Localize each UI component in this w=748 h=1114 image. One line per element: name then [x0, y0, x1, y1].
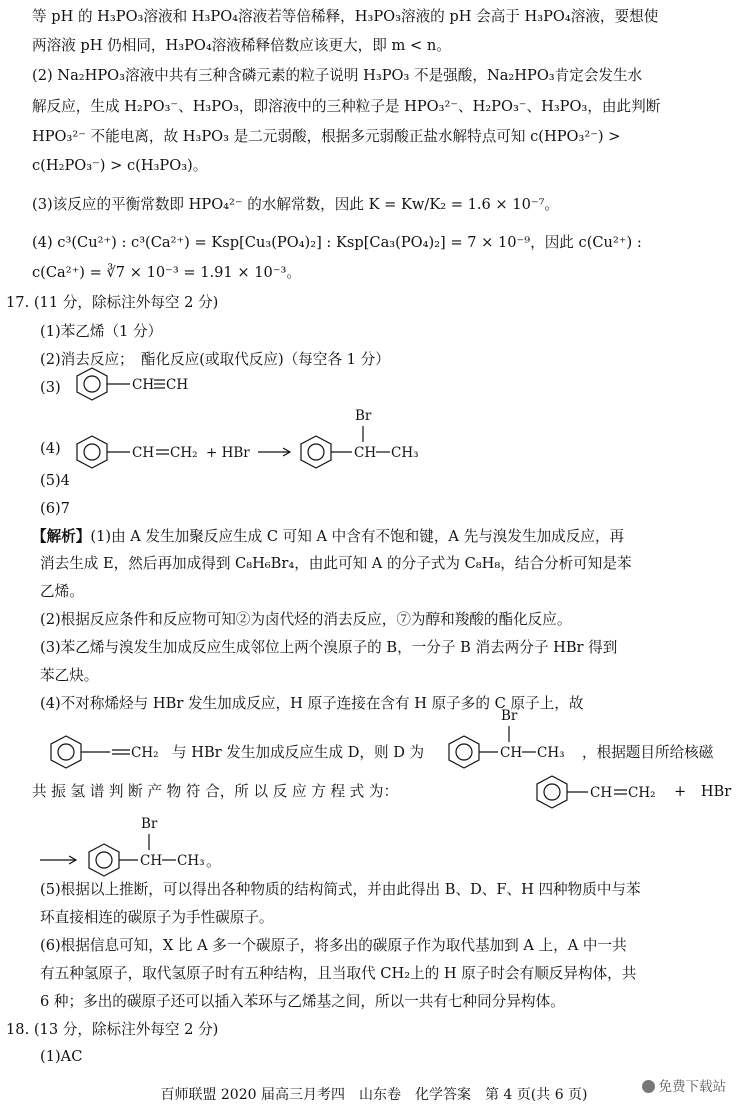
text-line: c(Ca²⁺) = ∛7 × 10⁻³ = 1.91 × 10⁻³。 — [32, 264, 301, 281]
analysis-text: (1)由 A 发生加聚反应生成 C 可知 A 中含有不饱和键，A 先与溴发生加成反应，再 — [90, 528, 625, 545]
analysis-line: 6 种；多出的碳原子还可以插入苯环与乙烯基之间，所以一共有七种同分异构体。 — [40, 993, 565, 1010]
text-line: HPO₃²⁻ 不能电离，故 H₃PO₃ 是二元弱酸，根据多元弱酸正盐水解特点可知 c(HPO₃²⁻) > — [32, 128, 621, 145]
ch2-label: CH₂ — [131, 745, 159, 761]
answer-line: (1)AC — [40, 1048, 83, 1065]
text-line: c(H₂PO₃⁻) > c(H₃PO₃)。 — [32, 157, 208, 174]
analysis-line: (3)苯乙烯与溴发生加成反应生成邻位上两个溴原子的 B，一分子 B 消去两分子 HBr 得到 — [40, 639, 618, 656]
wechat-icon — [642, 1080, 655, 1093]
br-label: Br — [501, 708, 518, 724]
ch-label: CH — [590, 785, 613, 801]
answer-line: (4) — [40, 440, 61, 457]
ch-label: CH — [140, 853, 163, 869]
hbr-label: + HBr — [206, 445, 250, 461]
text-line: (3)该反应的平衡常数即 HPO₄²⁻ 的水解常数，因此 K = Kw/K₂ = 1.6 × 10⁻⁷。 — [32, 196, 560, 213]
analysis-line: (2)根据反应条件和反应物可知②为卤代烃的消去反应，⑦为醇和羧酸的酯化反应。 — [40, 611, 572, 628]
text-line: (4) c³(Cu²⁺) : c³(Ca²⁺) = Ksp[Cu₃(PO₄)₂] : Ksp[Ca₃(PO₄)₂] = 7 × 10⁻⁹，因此 c(Cu²⁺) : — [32, 234, 642, 251]
watermark — [642, 1075, 727, 1095]
ch3-label: CH₃ — [537, 745, 565, 761]
analysis-tag: 【解析】 — [32, 528, 91, 545]
answer-line: (6)7 — [40, 500, 70, 517]
ch-label: CH — [166, 377, 189, 393]
ch2-label: CH₂ — [628, 785, 656, 801]
ch-label: CH — [500, 745, 523, 761]
analysis-line: (6)根据信息可知，X 比 A 多一个碳原子，将多出的碳原子作为取代基加到 A 上，A 中一共 — [40, 937, 627, 954]
text-line: 解反应，生成 H₂PO₃⁻、H₃PO₃，即溶液中的三种粒子是 HPO₃²⁻、H₂PO₃⁻、H₃PO₃，由此判断 — [32, 98, 661, 115]
analysis-line: (4)不对称烯烃与 HBr 发生加成反应，H 原子连接在含有 H 原子多的 C 原子上，故 — [40, 695, 584, 712]
ch-label: CH — [132, 377, 155, 393]
analysis-line: 有五种氢原子，取代氢原子时有五种结构，且当取代 CH₂上的 H 原子时会有顺反异构体，共 — [40, 965, 637, 982]
answer-line: (5)4 — [40, 472, 70, 489]
analysis-text: 。 — [206, 853, 221, 870]
ch3-label: CH₃ — [177, 853, 205, 869]
phenylacetylene-structure — [68, 366, 208, 402]
analysis-line: 共 振 氢 谱 判 断 产 物 符 合，所 以 反 应 方 程 式 为： — [32, 783, 399, 800]
br-label: Br — [355, 408, 372, 424]
question-17-header: 17. (11 分，除标注外每空 2 分) — [6, 294, 219, 311]
styrene-structure — [528, 774, 678, 810]
ch-label: CH — [354, 445, 377, 461]
answer-line: (1)苯乙烯（1 分） — [40, 323, 163, 340]
analysis-line — [32, 530, 624, 545]
page-footer: 百师联盟 2020 届高三月考四 山东卷 化学答案 第 4 页(共 6 页) — [160, 1087, 588, 1103]
question-18-header: 18. (13 分，除标注外每空 2 分) — [6, 1021, 219, 1038]
answer-line: (3) — [40, 379, 61, 396]
compound-d-structure — [440, 706, 590, 770]
ch3-label: CH₃ — [391, 445, 419, 461]
ch2-label: CH₂ — [170, 445, 198, 461]
br-label: Br — [141, 816, 158, 832]
ch-label: CH — [132, 445, 155, 461]
analysis-line: 环直接相连的碳原子为手性碳原子。 — [40, 909, 274, 926]
analysis-line: 消去生成 E，然后再加成得到 C₈H₆Br₄，由此可知 A 的分子式为 C₈H₈，结合分析可知是苯 — [40, 555, 632, 572]
analysis-line: (5)根据以上推断，可以得出各种物质的结构简式，并由此得出 B、D、F、H 四种物质中与苯 — [40, 881, 641, 898]
text-line: (2) Na₂HPO₃溶液中共有三种含磷元素的粒子说明 H₃PO₃ 不是强酸，Na₂HPO₃肯定会发生水 — [32, 67, 643, 84]
styrene-structure — [42, 734, 192, 770]
analysis-line: 苯乙炔。 — [40, 667, 99, 684]
watermark-text: 免费下载站 — [658, 1079, 726, 1095]
analysis-text: 与 HBr 发生加成反应生成 D，则 D 为 — [172, 744, 425, 761]
analysis-text: + HBr — [674, 783, 732, 800]
text-line: 两溶液 pH 仍相同，H₃PO₄溶液稀释倍数应该更大，即 m < n。 — [32, 37, 451, 54]
analysis-text: ，根据题目所给核磁 — [582, 744, 714, 761]
reaction-equation-4 — [68, 406, 488, 470]
text-line: 等 pH 的 H₃PO₃溶液和 H₃PO₄溶液若等倍稀释，H₃PO₃溶液的 pH 会高于 H₃PO₄溶液，要想使 — [32, 8, 659, 25]
answer-line: (2)消去反应； 酯化反应(或取代反应)（每空各 1 分） — [40, 351, 390, 368]
analysis-line: 乙烯。 — [40, 583, 84, 600]
